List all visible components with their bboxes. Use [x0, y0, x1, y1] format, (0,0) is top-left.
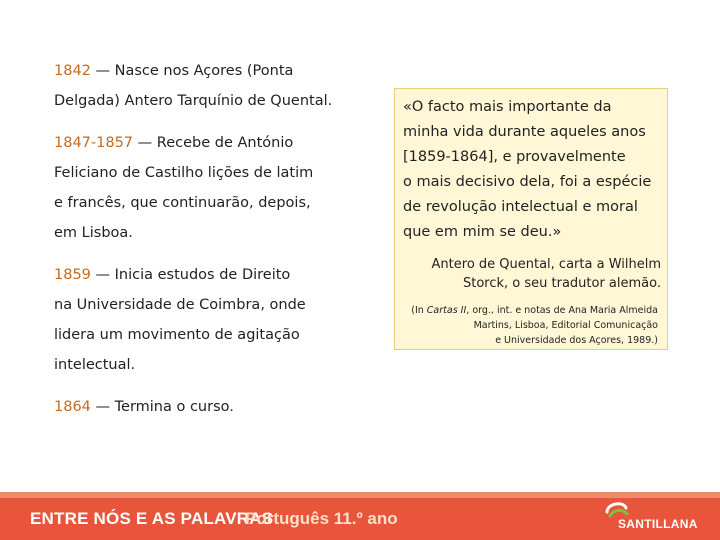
source-line — [411, 303, 658, 318]
footer-title: ENTRE NÓS E AS PALAVRAS — [30, 509, 274, 528]
timeline-text-line: Feliciano de Castilho lições de latim — [54, 165, 314, 181]
timeline-entry-1842 — [54, 56, 384, 86]
timeline-text-line: em Lisboa. — [54, 225, 133, 241]
source-rest: , org., int. e notas de Ana Maria Almeida — [466, 305, 658, 316]
logo-text: SANTILLANA — [618, 517, 698, 531]
timeline-text: — Nasce nos Açores (Ponta — [95, 63, 294, 79]
timeline-text-line: lidera um movimento de agitação — [54, 327, 300, 343]
source-line: e Universidade dos Açores, 1989.) — [495, 335, 658, 346]
timeline-text-line: na Universidade de Coimbra, onde — [54, 297, 306, 313]
timeline-text-line: intelectual. — [54, 357, 136, 373]
quote-line: «O facto mais importante da — [403, 99, 612, 115]
footer-course: Português 11.º ano — [245, 509, 398, 528]
santillana-logo — [600, 500, 696, 534]
timeline-entry-1864 — [54, 392, 384, 422]
quote-attribution — [432, 255, 661, 293]
source-line: Martins, Lisboa, Editorial Comunicação — [473, 320, 658, 331]
timeline-entry-1847-1857 — [54, 128, 384, 158]
timeline-entry-1859 — [54, 260, 384, 290]
attribution-line: Storck, o seu tradutor alemão. — [462, 276, 661, 291]
timeline-text-line: Delgada) Antero Tarquínio de Quental. — [54, 93, 333, 109]
quote-line: o mais decisivo dela, foi a espécie — [403, 174, 652, 190]
quote-source — [411, 303, 658, 348]
source-prefix: (In — [411, 305, 427, 316]
quote-text — [403, 95, 651, 245]
year-label: 1864 — [54, 399, 91, 415]
quote-line: [1859-1864], e provavelmente — [403, 149, 626, 165]
timeline-text: — Recebe de António — [137, 135, 294, 151]
footer-band — [0, 492, 720, 498]
year-label: 1847-1857 — [54, 135, 134, 151]
source-title: Cartas II — [426, 305, 467, 316]
timeline-text: — Inicia estudos de Direito — [95, 267, 291, 283]
footer-bar — [0, 492, 720, 540]
quote-line: de revolução intelectual e moral — [403, 199, 638, 215]
timeline — [54, 56, 384, 422]
year-label: 1842 — [54, 63, 91, 79]
timeline-text-line: e francês, que continuarão, depois, — [54, 195, 311, 211]
year-label: 1859 — [54, 267, 91, 283]
quote-box — [394, 88, 668, 350]
quote-line: que em mim se deu.» — [403, 224, 562, 240]
attribution-line: Antero de Quental, carta a Wilhelm — [431, 257, 661, 272]
quote-line: minha vida durante aqueles anos — [403, 124, 646, 140]
timeline-text: — Termina o curso. — [95, 399, 234, 415]
